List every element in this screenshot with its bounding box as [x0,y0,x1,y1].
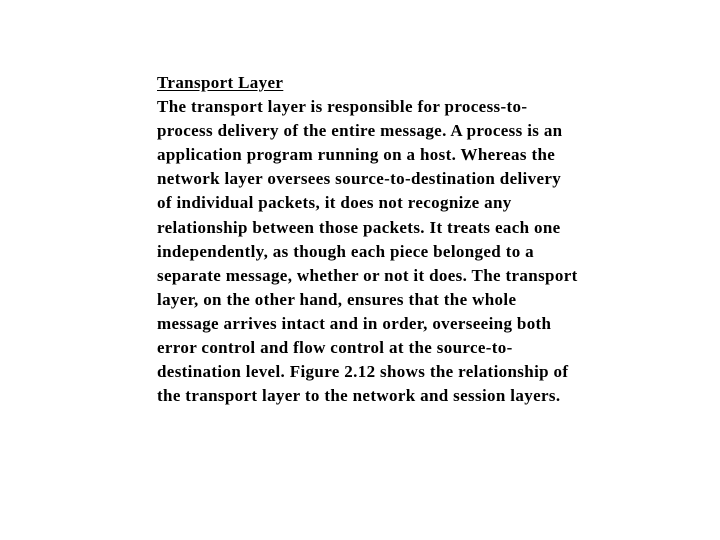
text-block [157,71,647,408]
paragraph-line: layer, on the other hand, ensures that the whole [157,289,517,309]
paragraph-line: network layer oversees source-to-destination delivery [157,169,562,189]
paragraph-line: independently, as though each piece belonged to a [157,241,535,261]
paragraph-line: of individual packets, it does not recognize any [157,193,512,213]
section-title: Transport Layer [157,73,284,92]
paragraph-line: error control and flow control at the source-to- [157,338,513,358]
paragraph-line: destination level. Figure 2.12 shows the relationship of [157,362,569,382]
paragraph-line: separate message, whether or not it does. The transport [157,265,578,285]
paragraph-line: message arrives intact and in order, overseeing both [157,313,552,333]
paragraph-line: The transport layer is responsible for process-to- [157,97,528,117]
paragraph-line: relationship between those packets. It treats each one [157,217,561,237]
paragraph-line: the transport layer to the network and session layers. [157,386,561,406]
paragraph-line: application program running on a host. Whereas the [157,145,556,165]
paragraph-line: process delivery of the entire message. A process is an [157,121,563,141]
